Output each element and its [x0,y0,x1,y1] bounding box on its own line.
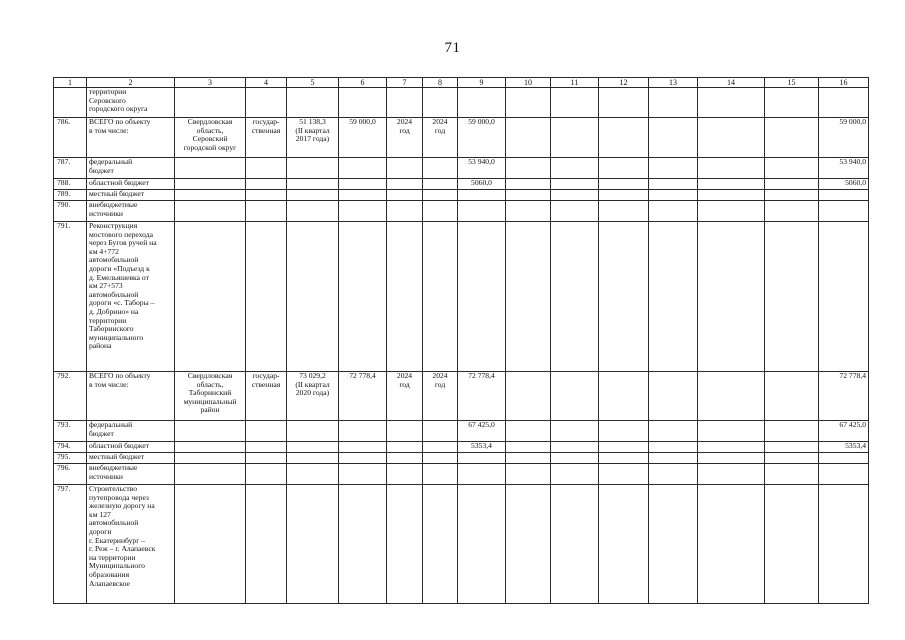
item-name-cell: ВСЕГО по объекту в том числе: [87,118,175,158]
data-cell [649,190,698,201]
item-name-cell: территории Серовского городского округа [87,88,175,118]
data-cell: 53 940,0 [458,158,506,179]
data-cell [339,222,387,372]
data-cell [599,179,649,190]
column-header-12: 12 [599,78,649,88]
data-cell [599,190,649,201]
data-cell [458,453,506,464]
data-cell [458,464,506,485]
data-cell [287,201,339,222]
data-cell [551,421,599,442]
data-cell [246,442,287,453]
data-cell: 51 138,3 (II квартал 2017 года) [287,118,339,158]
data-cell [599,158,649,179]
data-cell [599,442,649,453]
item-name-cell: федеральный бюджет [87,158,175,179]
column-header-4: 4 [246,78,287,88]
data-cell [506,372,551,421]
data-cell [246,222,287,372]
data-cell [765,485,819,604]
table-row [54,179,869,190]
data-cell [698,158,765,179]
column-header-10: 10 [506,78,551,88]
data-cell [339,201,387,222]
data-cell [423,88,458,118]
row-number-cell [54,88,87,118]
data-cell [551,453,599,464]
table-row [54,421,869,442]
data-cell [287,464,339,485]
data-cell [649,158,698,179]
data-cell [423,158,458,179]
data-cell: 59 000,0 [819,118,869,158]
data-cell [506,453,551,464]
data-cell [387,222,423,372]
data-cell [551,222,599,372]
data-cell [287,179,339,190]
row-number-cell: 794. [54,442,87,453]
data-cell [649,222,698,372]
item-name-cell: местный бюджет [87,190,175,201]
data-cell [649,179,698,190]
data-cell [765,88,819,118]
data-cell [175,421,246,442]
row-number-cell: 790. [54,201,87,222]
data-cell [387,421,423,442]
data-cell [698,179,765,190]
data-cell [698,485,765,604]
data-cell: 5060,0 [458,179,506,190]
data-cell [649,372,698,421]
data-cell [819,464,869,485]
data-cell [698,88,765,118]
data-cell [649,88,698,118]
column-header-13: 13 [649,78,698,88]
data-cell: 72 778,4 [819,372,869,421]
data-cell [175,179,246,190]
data-cell [551,201,599,222]
data-cell [765,158,819,179]
data-cell [551,464,599,485]
table-row [54,372,869,421]
data-cell [287,190,339,201]
data-cell: 2024 год [423,118,458,158]
data-cell: 72 778,4 [339,372,387,421]
data-cell [339,464,387,485]
item-name-cell: внебюджетные источники [87,464,175,485]
data-cell [287,421,339,442]
row-number-cell: 788. [54,179,87,190]
data-cell [423,442,458,453]
item-name-cell: Строительство путепровода через железную дорогу на км 127 автомобильной дороги г. Екатеринбург – г. Реж – г. Алапаевск на территории Муниципального образования Алапаевское [87,485,175,604]
data-cell [649,201,698,222]
table-row [54,190,869,201]
data-cell [698,421,765,442]
data-cell [506,222,551,372]
data-cell [175,485,246,604]
data-cell: 5060,0 [819,179,869,190]
data-cell [765,372,819,421]
row-number-cell: 792. [54,372,87,421]
row-number-cell: 793. [54,421,87,442]
data-cell [765,190,819,201]
data-cell [698,464,765,485]
data-cell [287,158,339,179]
data-cell [765,421,819,442]
table-row [54,442,869,453]
data-cell [506,190,551,201]
data-cell [506,464,551,485]
column-header-3: 3 [175,78,246,88]
column-header-14: 14 [698,78,765,88]
data-cell [819,485,869,604]
data-cell [506,118,551,158]
data-cell [387,190,423,201]
data-cell [246,485,287,604]
data-cell [506,201,551,222]
data-cell [423,190,458,201]
data-cell [506,179,551,190]
page-number: 71 [444,40,461,56]
table-row [54,485,869,604]
data-cell [458,201,506,222]
data-cell [819,453,869,464]
data-cell [339,190,387,201]
data-cell [551,190,599,201]
table-row [54,158,869,179]
data-cell [387,442,423,453]
column-header-15: 15 [765,78,819,88]
data-cell [175,201,246,222]
table-row [54,464,869,485]
data-cell [649,421,698,442]
data-cell [506,442,551,453]
data-cell [458,222,506,372]
data-cell [246,421,287,442]
data-cell [246,158,287,179]
data-cell [599,485,649,604]
data-cell [506,485,551,604]
data-cell [765,222,819,372]
data-cell [698,372,765,421]
data-cell [458,485,506,604]
row-number-cell: 787. [54,158,87,179]
data-cell [765,442,819,453]
data-cell [387,201,423,222]
column-header-8: 8 [423,78,458,88]
data-cell: 59 000,0 [458,118,506,158]
data-cell [599,372,649,421]
data-cell [698,453,765,464]
data-cell [765,453,819,464]
data-cell [387,158,423,179]
data-cell [339,421,387,442]
data-cell [175,88,246,118]
column-header-1: 1 [54,78,87,88]
data-cell [339,158,387,179]
data-cell [819,222,869,372]
budget-table [53,77,869,604]
data-cell [387,179,423,190]
data-cell [423,421,458,442]
data-cell: 2024 год [387,118,423,158]
data-cell [423,485,458,604]
data-cell [765,118,819,158]
data-cell [423,453,458,464]
column-header-7: 7 [387,78,423,88]
data-cell [698,201,765,222]
table-row [54,453,869,464]
data-cell: 72 778,4 [458,372,506,421]
item-name-cell: федеральный бюджет [87,421,175,442]
data-cell [698,442,765,453]
column-header-11: 11 [551,78,599,88]
data-cell [175,453,246,464]
data-cell [599,118,649,158]
data-cell: 2024 год [423,372,458,421]
data-cell: 59 000,0 [339,118,387,158]
data-cell [819,190,869,201]
data-cell: 73 029,2 (II квартал 2020 года) [287,372,339,421]
item-name-cell: внебюджетные источники [87,201,175,222]
data-cell [698,190,765,201]
data-cell: государ- ственная [246,118,287,158]
row-number-cell: 789. [54,190,87,201]
data-cell [765,179,819,190]
item-name-cell: Реконструкция мостового перехода через Бугов ручей на км 4+772 автомобильной дороги «Подъезд к д. Емельяшевка от км 27+573 автомобильной дороги «с. Таборы – д. Добрино» на территории Таборинского муниципального района [87,222,175,372]
table-row [54,222,869,372]
data-cell: 5353,4 [819,442,869,453]
item-name-cell: областной бюджет [87,442,175,453]
data-cell [175,158,246,179]
data-cell [246,179,287,190]
table-row [54,118,869,158]
row-number-cell: 797. [54,485,87,604]
row-number-cell: 795. [54,453,87,464]
data-cell [599,222,649,372]
data-cell [649,118,698,158]
data-cell [649,442,698,453]
item-name-cell: местный бюджет [87,453,175,464]
table-row [54,201,869,222]
data-cell [649,453,698,464]
column-header-2: 2 [87,78,175,88]
data-cell [551,442,599,453]
data-cell [246,88,287,118]
data-cell [551,485,599,604]
data-cell [506,421,551,442]
data-cell [287,88,339,118]
data-cell: Свердловская область, Серовский городской округ [175,118,246,158]
data-cell [423,179,458,190]
column-header-6: 6 [339,78,387,88]
header-row [54,78,869,88]
data-cell [765,201,819,222]
table-body [54,88,869,604]
data-cell [765,464,819,485]
data-cell [246,201,287,222]
data-cell [287,485,339,604]
data-cell [339,485,387,604]
data-cell [339,453,387,464]
data-cell [506,88,551,118]
data-cell [551,179,599,190]
row-number-cell: 791. [54,222,87,372]
data-cell: 67 425,0 [819,421,869,442]
data-cell [649,485,698,604]
column-header-9: 9 [458,78,506,88]
data-cell [339,88,387,118]
data-cell [175,464,246,485]
data-cell [175,442,246,453]
data-cell [649,464,698,485]
data-cell [287,442,339,453]
data-cell [423,222,458,372]
data-cell [246,190,287,201]
data-cell [819,201,869,222]
data-cell [819,88,869,118]
data-cell [339,442,387,453]
data-cell [387,464,423,485]
row-number-cell: 786. [54,118,87,158]
data-cell [175,222,246,372]
column-header-16: 16 [819,78,869,88]
row-number-cell: 796. [54,464,87,485]
data-cell [599,464,649,485]
data-cell [698,222,765,372]
data-cell [387,453,423,464]
data-cell [458,88,506,118]
data-cell [287,453,339,464]
data-cell: 2024 год [387,372,423,421]
data-cell [599,201,649,222]
data-cell [551,118,599,158]
data-cell [599,421,649,442]
data-cell [423,201,458,222]
item-name-cell: областной бюджет [87,179,175,190]
item-name-cell: ВСЕГО по объекту в том числе: [87,372,175,421]
data-cell [506,158,551,179]
data-cell [599,453,649,464]
data-cell [698,118,765,158]
data-cell [423,464,458,485]
data-cell [551,88,599,118]
data-cell [246,453,287,464]
data-cell: 5353,4 [458,442,506,453]
data-cell [387,88,423,118]
data-cell [246,464,287,485]
data-cell [287,222,339,372]
data-cell [551,372,599,421]
column-header-5: 5 [287,78,339,88]
data-cell [175,190,246,201]
data-cell: государ- ственная [246,372,287,421]
data-cell: 53 940,0 [819,158,869,179]
data-cell [387,485,423,604]
data-cell: Свердловская область, Таборинский муниципальный район [175,372,246,421]
data-cell [339,179,387,190]
data-cell [458,190,506,201]
data-cell [599,88,649,118]
data-cell [551,158,599,179]
data-cell: 67 425,0 [458,421,506,442]
table-row [54,88,869,118]
